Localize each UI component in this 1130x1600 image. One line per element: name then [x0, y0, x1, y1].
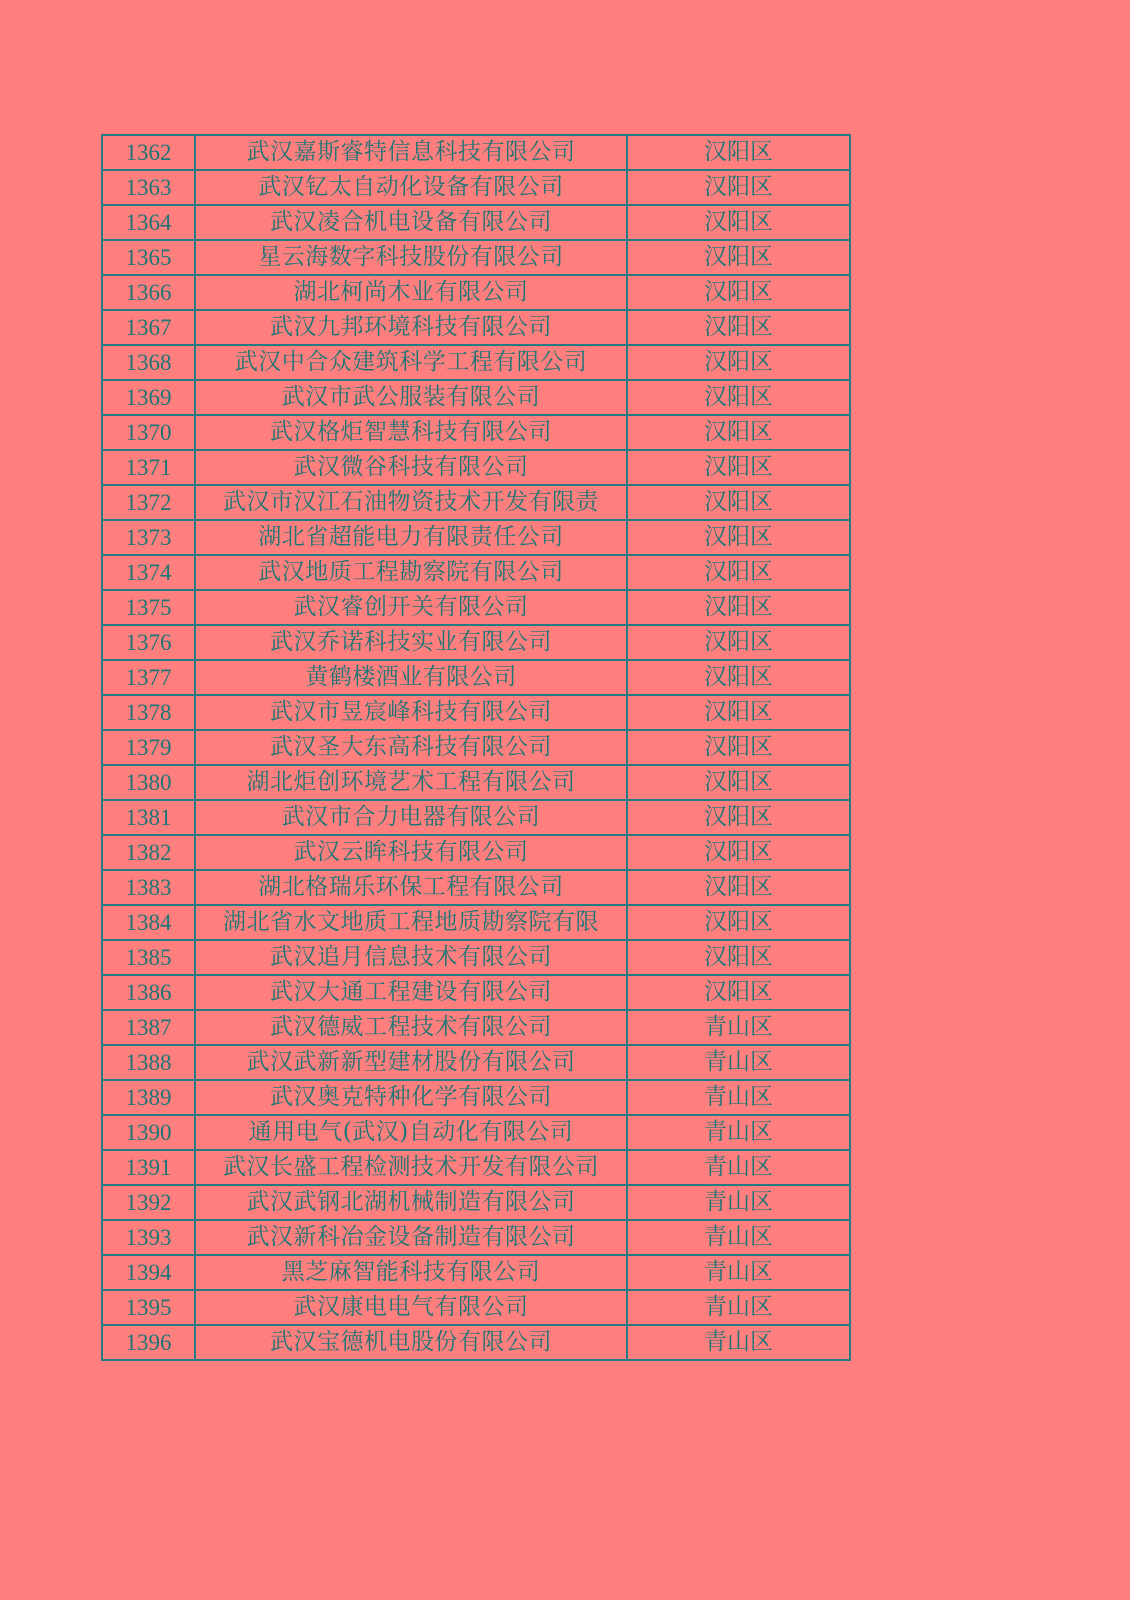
company-name-cell: 武汉微谷科技有限公司	[195, 450, 627, 485]
district-cell: 汉阳区	[627, 765, 850, 800]
table-row	[102, 415, 850, 450]
company-name-cell: 武汉宝德机电股份有限公司	[195, 1325, 627, 1360]
table-row	[102, 485, 850, 520]
row-number-cell: 1374	[102, 555, 195, 590]
company-name-cell: 武汉乔诺科技实业有限公司	[195, 625, 627, 660]
company-name-cell: 武汉奥克特种化学有限公司	[195, 1080, 627, 1115]
district-cell: 汉阳区	[627, 415, 850, 450]
row-number-cell: 1390	[102, 1115, 195, 1150]
district-cell: 汉阳区	[627, 940, 850, 975]
company-name-cell: 武汉格炬智慧科技有限公司	[195, 415, 627, 450]
district-cell: 汉阳区	[627, 660, 850, 695]
table-row	[102, 870, 850, 905]
table-row	[102, 1220, 850, 1255]
row-number-cell: 1395	[102, 1290, 195, 1325]
table-row	[102, 1115, 850, 1150]
district-cell: 汉阳区	[627, 275, 850, 310]
table-row	[102, 800, 850, 835]
company-name-cell: 武汉市昱宸峰科技有限公司	[195, 695, 627, 730]
table-row	[102, 940, 850, 975]
table-row	[102, 135, 850, 170]
table-row	[102, 1325, 850, 1360]
company-name-cell: 湖北炬创环境艺术工程有限公司	[195, 765, 627, 800]
company-name-cell: 武汉康电电气有限公司	[195, 1290, 627, 1325]
company-name-cell: 湖北柯尚木业有限公司	[195, 275, 627, 310]
company-name-cell: 武汉嘉斯睿特信息科技有限公司	[195, 135, 627, 170]
district-cell: 汉阳区	[627, 380, 850, 415]
row-number-cell: 1387	[102, 1010, 195, 1045]
table-row	[102, 345, 850, 380]
district-cell: 青山区	[627, 1255, 850, 1290]
district-cell: 汉阳区	[627, 170, 850, 205]
company-name-cell: 武汉睿创开关有限公司	[195, 590, 627, 625]
row-number-cell: 1382	[102, 835, 195, 870]
district-cell: 青山区	[627, 1150, 850, 1185]
company-name-cell: 武汉追月信息技术有限公司	[195, 940, 627, 975]
row-number-cell: 1367	[102, 310, 195, 345]
row-number-cell: 1371	[102, 450, 195, 485]
company-table	[101, 134, 851, 1361]
district-cell: 汉阳区	[627, 695, 850, 730]
row-number-cell: 1370	[102, 415, 195, 450]
district-cell: 汉阳区	[627, 590, 850, 625]
table-row	[102, 975, 850, 1010]
company-name-cell: 武汉市武公服装有限公司	[195, 380, 627, 415]
row-number-cell: 1364	[102, 205, 195, 240]
company-name-cell: 武汉武钢北湖机械制造有限公司	[195, 1185, 627, 1220]
company-name-cell: 武汉圣大东高科技有限公司	[195, 730, 627, 765]
row-number-cell: 1372	[102, 485, 195, 520]
table-row	[102, 520, 850, 555]
table-row	[102, 765, 850, 800]
row-number-cell: 1363	[102, 170, 195, 205]
company-name-cell: 武汉九邦环境科技有限公司	[195, 310, 627, 345]
district-cell: 汉阳区	[627, 835, 850, 870]
district-cell: 汉阳区	[627, 240, 850, 275]
district-cell: 汉阳区	[627, 135, 850, 170]
row-number-cell: 1373	[102, 520, 195, 555]
row-number-cell: 1365	[102, 240, 195, 275]
district-cell: 汉阳区	[627, 870, 850, 905]
company-name-cell: 黑芝麻智能科技有限公司	[195, 1255, 627, 1290]
row-number-cell: 1362	[102, 135, 195, 170]
company-name-cell: 湖北省超能电力有限责任公司	[195, 520, 627, 555]
company-name-cell: 武汉地质工程勘察院有限公司	[195, 555, 627, 590]
table-row	[102, 1010, 850, 1045]
row-number-cell: 1368	[102, 345, 195, 380]
row-number-cell: 1383	[102, 870, 195, 905]
row-number-cell: 1378	[102, 695, 195, 730]
table-row	[102, 170, 850, 205]
row-number-cell: 1389	[102, 1080, 195, 1115]
district-cell: 青山区	[627, 1185, 850, 1220]
district-cell: 汉阳区	[627, 310, 850, 345]
table-row	[102, 660, 850, 695]
district-cell: 汉阳区	[627, 905, 850, 940]
district-cell: 汉阳区	[627, 205, 850, 240]
company-name-cell: 武汉云眸科技有限公司	[195, 835, 627, 870]
district-cell: 汉阳区	[627, 555, 850, 590]
company-name-cell: 武汉市合力电器有限公司	[195, 800, 627, 835]
row-number-cell: 1392	[102, 1185, 195, 1220]
table-row	[102, 1185, 850, 1220]
row-number-cell: 1379	[102, 730, 195, 765]
table-row	[102, 590, 850, 625]
table-row	[102, 1150, 850, 1185]
district-cell: 汉阳区	[627, 520, 850, 555]
district-cell: 汉阳区	[627, 450, 850, 485]
table-row	[102, 835, 850, 870]
table-row	[102, 240, 850, 275]
table-row	[102, 695, 850, 730]
district-cell: 汉阳区	[627, 625, 850, 660]
district-cell: 青山区	[627, 1290, 850, 1325]
table-row	[102, 275, 850, 310]
row-number-cell: 1384	[102, 905, 195, 940]
district-cell: 青山区	[627, 1045, 850, 1080]
company-table-body	[102, 135, 850, 1360]
company-name-cell: 武汉市汉江石油物资技术开发有限责	[195, 485, 627, 520]
row-number-cell: 1380	[102, 765, 195, 800]
district-cell: 青山区	[627, 1115, 850, 1150]
company-name-cell: 武汉德威工程技术有限公司	[195, 1010, 627, 1045]
district-cell: 汉阳区	[627, 975, 850, 1010]
row-number-cell: 1366	[102, 275, 195, 310]
district-cell: 汉阳区	[627, 800, 850, 835]
company-name-cell: 湖北省水文地质工程地质勘察院有限	[195, 905, 627, 940]
row-number-cell: 1391	[102, 1150, 195, 1185]
row-number-cell: 1377	[102, 660, 195, 695]
table-row	[102, 1290, 850, 1325]
row-number-cell: 1386	[102, 975, 195, 1010]
table-row	[102, 1255, 850, 1290]
table-row	[102, 905, 850, 940]
table-row	[102, 450, 850, 485]
company-name-cell: 通用电气(武汉)自动化有限公司	[195, 1115, 627, 1150]
district-cell: 青山区	[627, 1010, 850, 1045]
table-row	[102, 205, 850, 240]
row-number-cell: 1388	[102, 1045, 195, 1080]
district-cell: 青山区	[627, 1220, 850, 1255]
row-number-cell: 1376	[102, 625, 195, 660]
table-row	[102, 1080, 850, 1115]
row-number-cell: 1369	[102, 380, 195, 415]
district-cell: 青山区	[627, 1080, 850, 1115]
table-row	[102, 730, 850, 765]
company-name-cell: 湖北格瑞乐环保工程有限公司	[195, 870, 627, 905]
row-number-cell: 1385	[102, 940, 195, 975]
company-name-cell: 武汉大通工程建设有限公司	[195, 975, 627, 1010]
district-cell: 汉阳区	[627, 345, 850, 380]
table-row	[102, 625, 850, 660]
table-row	[102, 310, 850, 345]
district-cell: 青山区	[627, 1325, 850, 1360]
district-cell: 汉阳区	[627, 485, 850, 520]
company-name-cell: 武汉凌合机电设备有限公司	[195, 205, 627, 240]
company-name-cell: 武汉钇太自动化设备有限公司	[195, 170, 627, 205]
company-name-cell: 武汉武新新型建材股份有限公司	[195, 1045, 627, 1080]
table-row	[102, 380, 850, 415]
company-name-cell: 武汉新科冶金设备制造有限公司	[195, 1220, 627, 1255]
company-name-cell: 武汉长盛工程检测技术开发有限公司	[195, 1150, 627, 1185]
table-row	[102, 1045, 850, 1080]
row-number-cell: 1375	[102, 590, 195, 625]
table-row	[102, 555, 850, 590]
district-cell: 汉阳区	[627, 730, 850, 765]
company-name-cell: 星云海数字科技股份有限公司	[195, 240, 627, 275]
row-number-cell: 1381	[102, 800, 195, 835]
row-number-cell: 1396	[102, 1325, 195, 1360]
row-number-cell: 1393	[102, 1220, 195, 1255]
company-name-cell: 武汉中合众建筑科学工程有限公司	[195, 345, 627, 380]
company-name-cell: 黄鹤楼酒业有限公司	[195, 660, 627, 695]
row-number-cell: 1394	[102, 1255, 195, 1290]
